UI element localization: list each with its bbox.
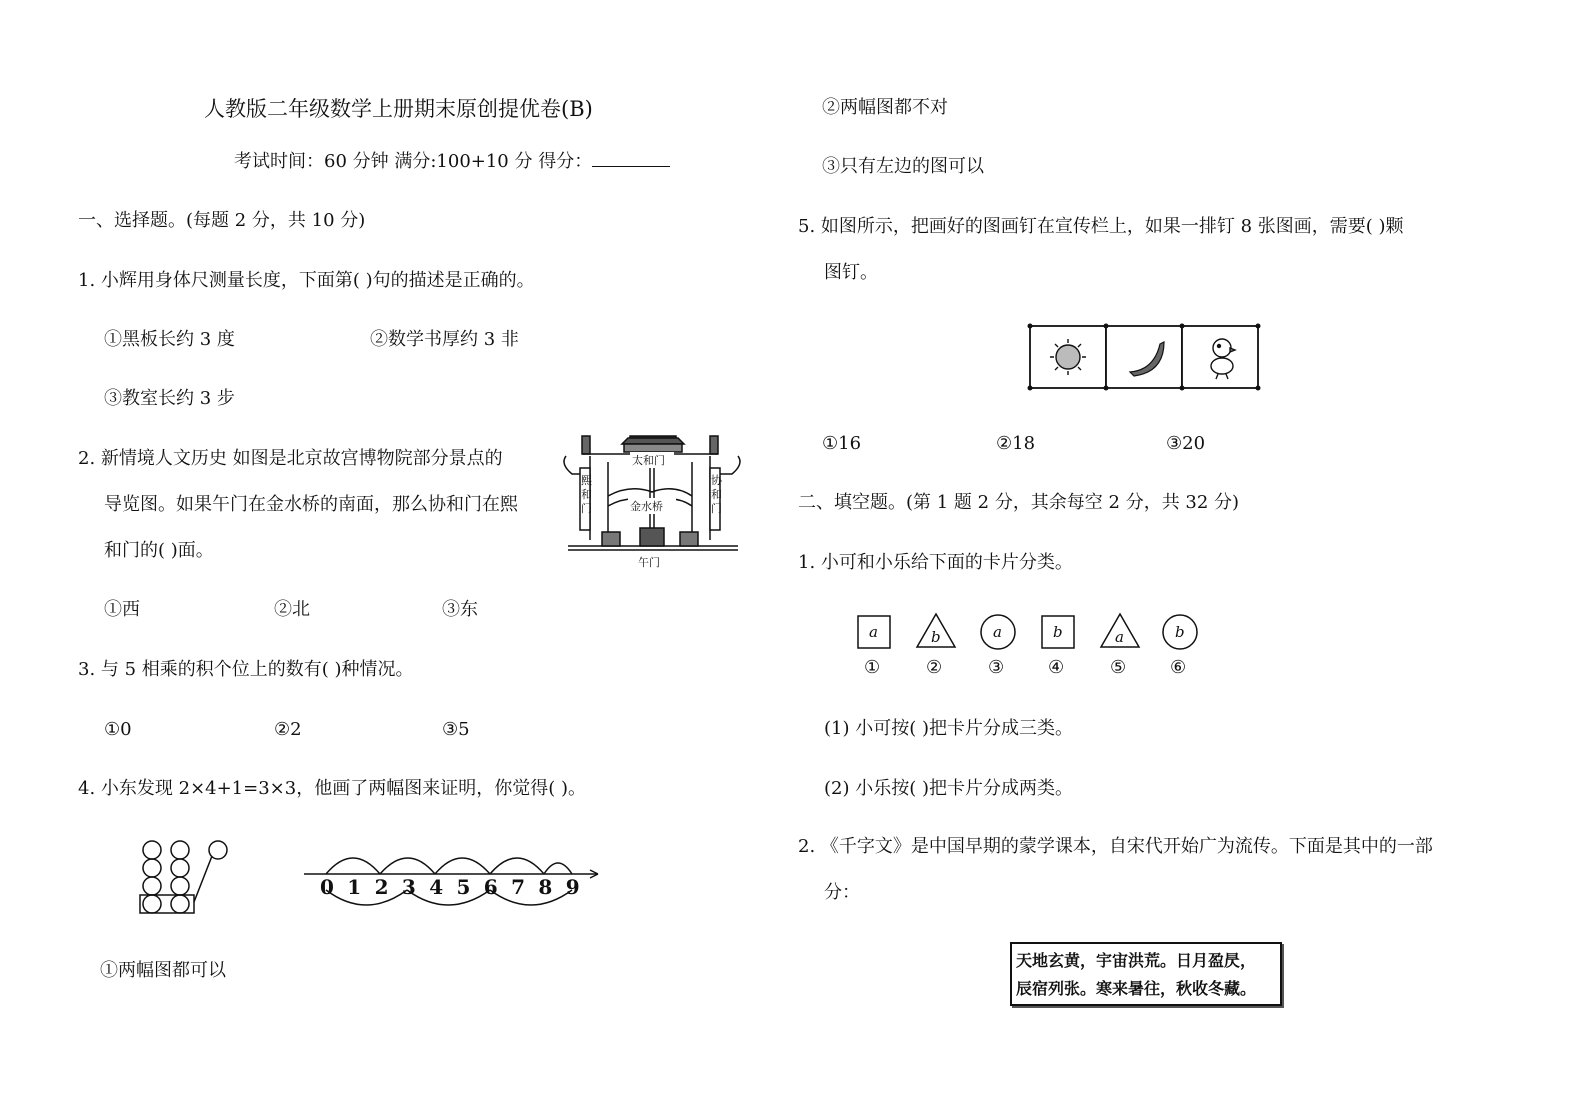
section-1-heading: 一、选择题。(每题 2 分，共 10 分) (78, 210, 366, 231)
number-line-label: 7 (511, 875, 526, 899)
q4-stem: 4. 小东发现 2×4+1=3×3，他画了两幅图来证明，你觉得( )。 (78, 778, 586, 799)
q2-option-3: ③东 (442, 599, 478, 620)
card-number: ① (864, 657, 881, 678)
number-line-label: 3 (401, 875, 416, 899)
map-label-he-right: 和 (711, 488, 722, 501)
q2-stem-line3: 和门的( )面。 (104, 540, 214, 561)
number-line-label: 5 (456, 875, 471, 899)
q2-stem-line1: 2. 新情境人文历史 如图是北京故宫博物院部分景点的 (78, 448, 503, 469)
q1-stem: 1. 小辉用身体尺测量长度，下面第( )句的描述是正确的。 (78, 270, 535, 291)
circles-figure (136, 838, 236, 918)
map-label-wumen: 午门 (638, 556, 660, 569)
q5-option-1: ①16 (822, 433, 862, 454)
card-letter: b (1175, 623, 1185, 641)
card-letter: b (1053, 623, 1063, 641)
exam-info-text: 考试时间：60 分钟 满分:100+10 分 得分： (234, 151, 593, 172)
f1-sub-2: (2) 小乐按( )把卡片分成两类。 (824, 778, 1073, 799)
poem-line-1: 天地玄黄，宇宙洪荒。日月盈昃， (1016, 951, 1257, 970)
number-line-label: 6 (483, 875, 498, 899)
cards-figure (850, 608, 1210, 680)
map-label-men-left: 门 (581, 502, 592, 515)
card-number: ⑥ (1170, 657, 1187, 678)
q3-option-2: ②2 (274, 719, 302, 740)
card-letter: b (931, 628, 941, 646)
card-letter: a (869, 623, 878, 641)
score-blank[interactable] (592, 150, 670, 167)
map-label-xie: 协 (711, 474, 722, 487)
map-label-xi: 熙 (581, 474, 592, 487)
palace-map-figure (560, 428, 745, 573)
card-number: ② (926, 657, 943, 678)
map-label-jinshui: 金水桥 (630, 500, 663, 513)
map-label-he-left: 和 (581, 488, 592, 501)
number-line-label: 1 (347, 875, 362, 899)
q5-option-2: ②18 (996, 433, 1036, 454)
card-number: ④ (1048, 657, 1065, 678)
number-line-label: 9 (565, 875, 580, 899)
q5-stem-line1: 5. 如图所示，把画好的图画钉在宣传栏上，如果一排钉 8 张图画，需要( )颗 (798, 216, 1404, 237)
pinned-pictures-figure (1026, 320, 1266, 394)
poem-line-2: 辰宿列张。寒来暑往，秋收冬藏。 (1016, 979, 1257, 998)
number-line-label: 4 (429, 875, 444, 899)
number-line-label: 8 (538, 875, 553, 899)
number-line-figure (298, 842, 610, 918)
q5-option-3: ③20 (1166, 433, 1206, 454)
card-number: ⑤ (1110, 657, 1127, 678)
q4-option-2: ②两幅图都不对 (822, 97, 948, 118)
card-letter: a (993, 623, 1002, 641)
q3-option-1: ①0 (104, 719, 132, 740)
number-line-label: 2 (374, 875, 389, 899)
poem-box (1010, 942, 1282, 1006)
map-label-taihe: 太和门 (632, 454, 665, 467)
f2-stem-line1: 2. 《千字文》是中国早期的蒙学课本，自宋代开始广为流传。下面是其中的一部 (798, 836, 1433, 857)
q3-stem: 3. 与 5 相乘的积个位上的数有( )种情况。 (78, 659, 414, 680)
sun-icon (1050, 339, 1086, 375)
q2-option-1: ①西 (104, 599, 140, 620)
map-label-men-right: 门 (711, 502, 722, 515)
q2-option-2: ②北 (274, 599, 310, 620)
card-number: ③ (988, 657, 1005, 678)
q4-option-3: ③只有左边的图可以 (822, 156, 984, 177)
section-2-heading: 二、填空题。(第 1 题 2 分，其余每空 2 分，共 32 分) (798, 492, 1240, 513)
f1-sub-1: (1) 小可按( )把卡片分成三类。 (824, 718, 1073, 739)
q1-option-1: ①黑板长约 3 度 (104, 329, 235, 350)
q4-option-1: ①两幅图都可以 (100, 960, 226, 981)
q3-option-3: ③5 (442, 719, 470, 740)
page-title: 人教版二年级数学上册期末原创提优卷(B) (204, 97, 593, 121)
q5-stem-line2: 图钉。 (824, 262, 878, 283)
q2-stem-line2: 导览图。如果午门在金水桥的南面，那么协和门在熙 (104, 494, 518, 515)
exam-info (234, 150, 670, 173)
q1-option-2: ②数学书厚约 3 非 (370, 329, 519, 350)
card-letter: a (1115, 628, 1124, 646)
f2-stem-line2: 分： (824, 882, 860, 903)
q1-option-3: ③教室长约 3 步 (104, 388, 235, 409)
f1-stem: 1. 小可和小乐给下面的卡片分类。 (798, 552, 1073, 573)
number-line-label: 0 (320, 875, 334, 899)
